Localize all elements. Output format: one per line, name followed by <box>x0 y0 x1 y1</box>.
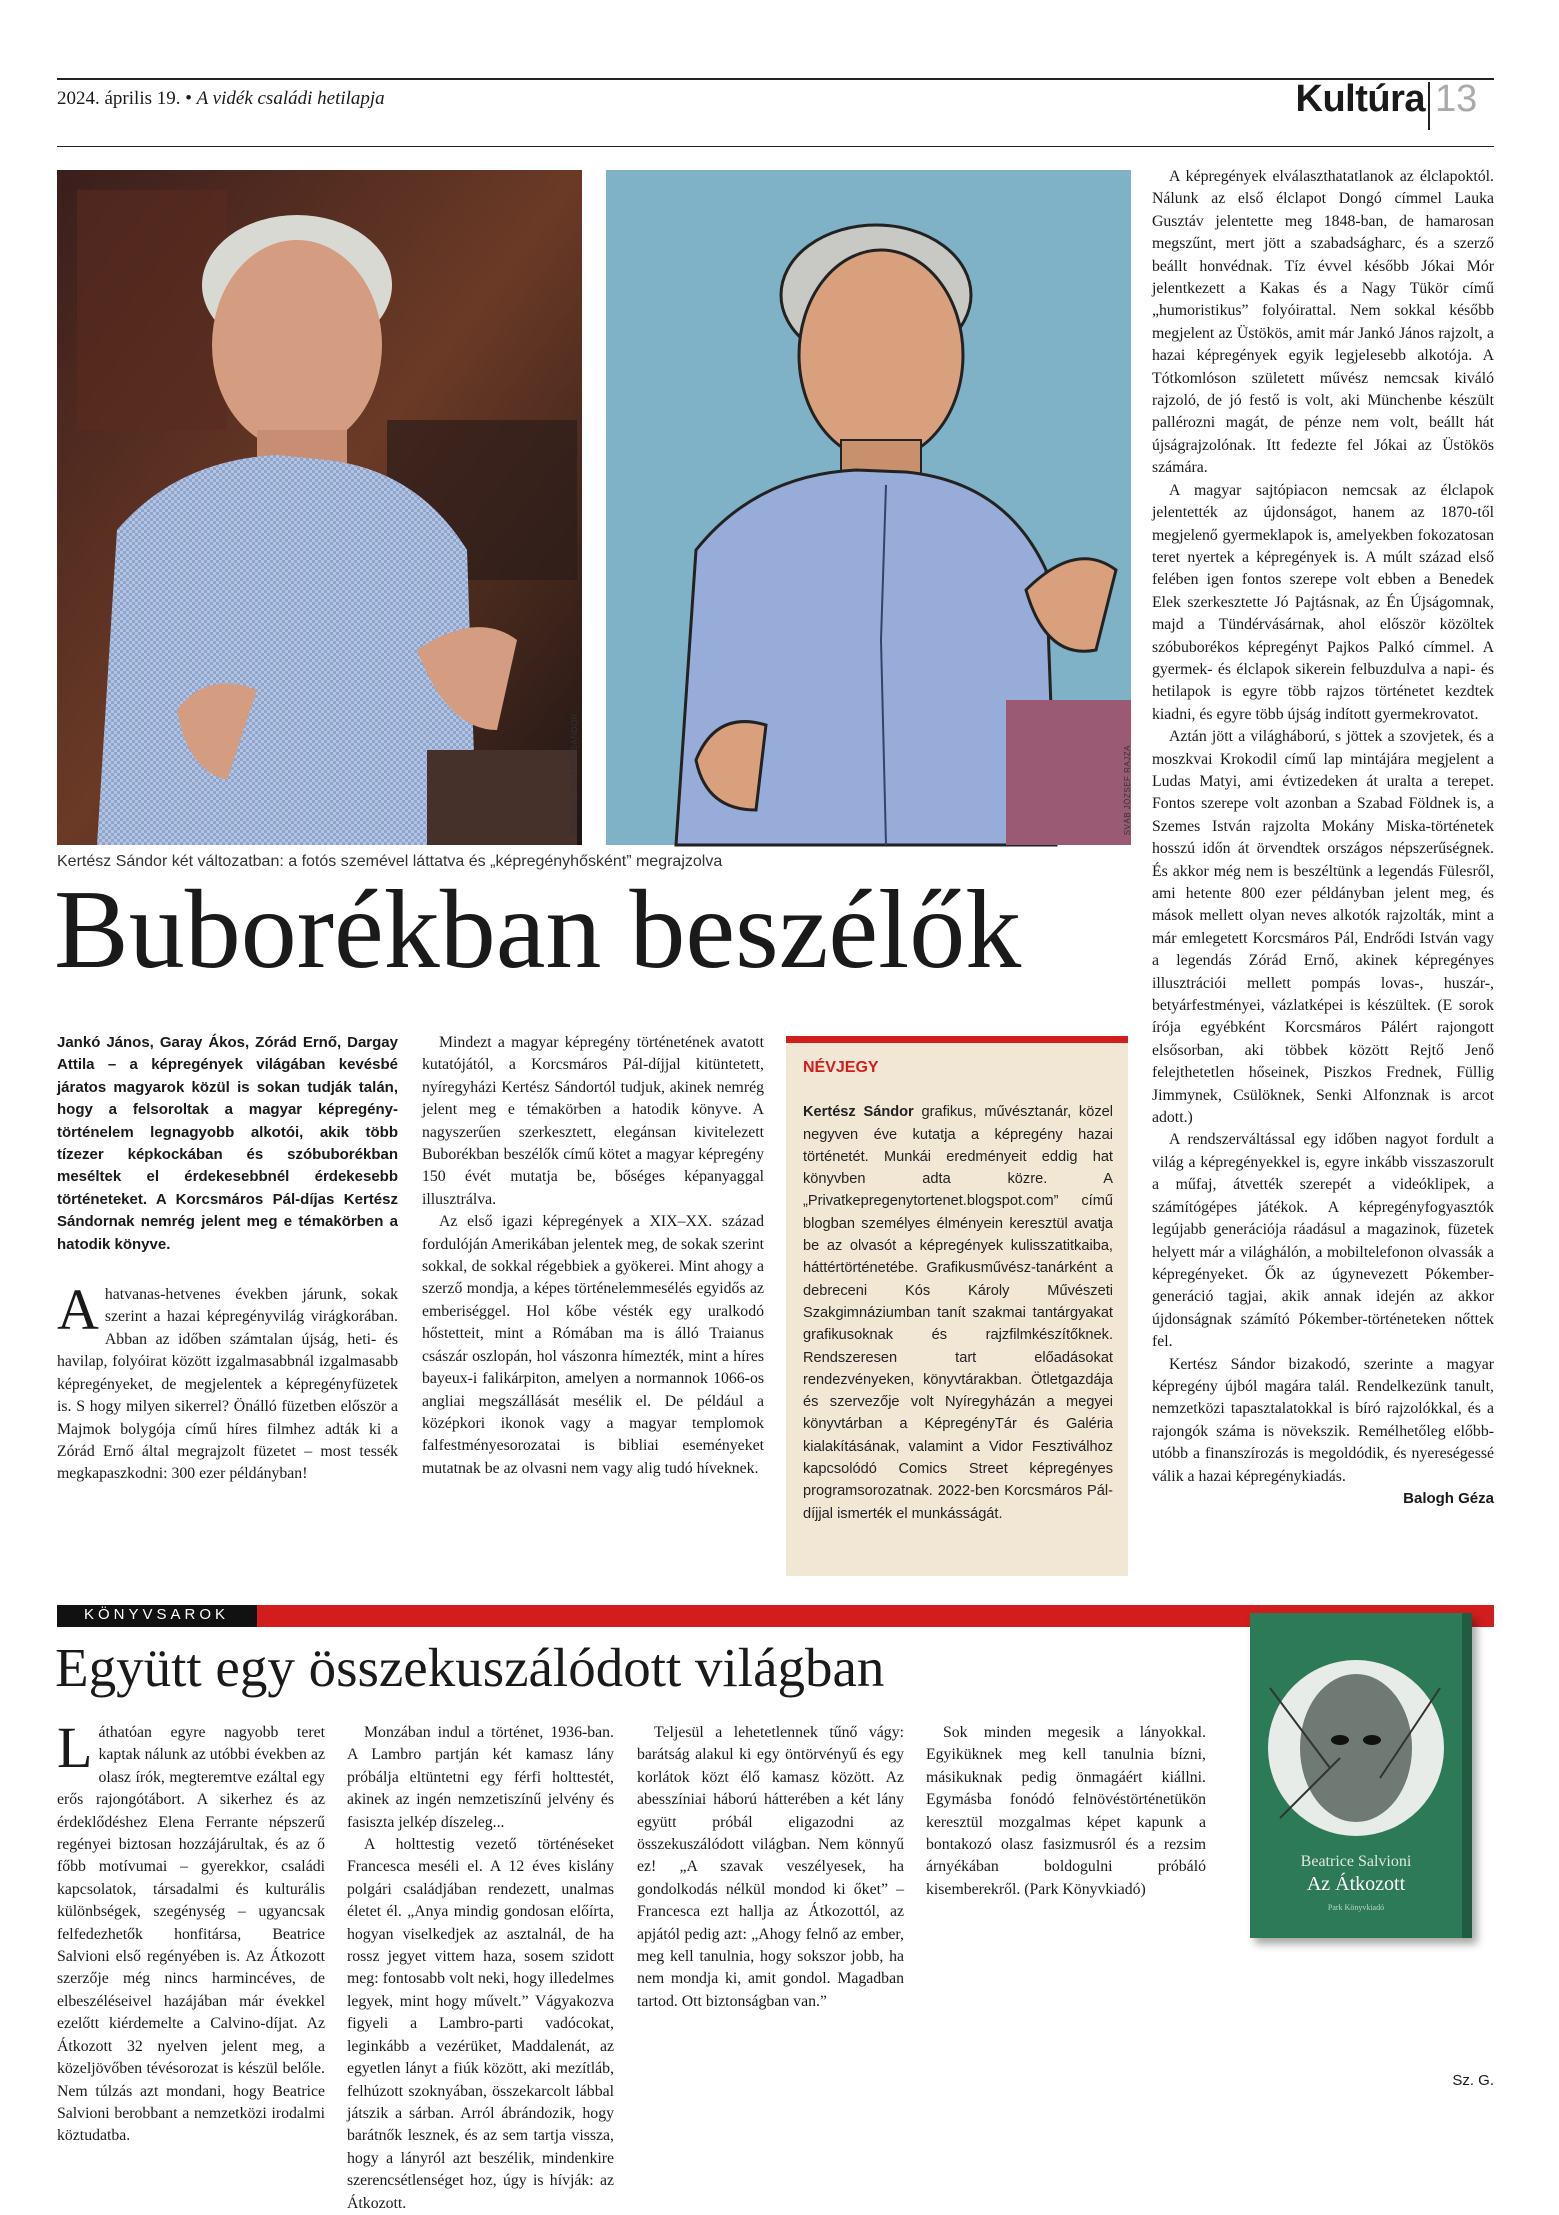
article-author: Balogh Géza <box>1403 1489 1494 1507</box>
drawing-credit: SVÁB JÓZSEF RAJZA <box>1123 744 1132 835</box>
book-cover-art <box>1250 1648 1462 1848</box>
book-paragraph-2: Monzában indul a történet, 1936-ban. A Lambro partján két kamasz lány próbálja eltüntetni egy férfi holttestét, akinek az ingén nemzetiszínű jelvény és fasiszta jelkép díszeleg... <box>347 1724 614 1831</box>
book-paragraph-1-text: áthatóan egyre nagyobb teret kaptak nálunk az utóbbi években az olasz írók, megteremtve ezáltal egy erős rajongótábort. A sikerhez és az érdeklődéshez Elena Ferrante népszerű regényei biztosan hozzájárultak, és az ő főbb motívumai – gyerekkor, családi kapcsolatok, társadalmi és kulturális különbségek, szegénység – ugyancsak felfedezhetők honfitársa, Beatrice Salvioni első regényében is. Az Átkozott szerzője még nincs harmincéves, de elbeszéléseivel hazájában már évekkel ezelőtt kiérdemelte a Calvino-díjat. Az Átkozott 32 nyelven jelent meg, a közeljövőben tévésorozat is készül belőle. Nem túlzás azt mondani, hogy Beatrice Salvioni berobbant a nemzetközi irodalmi köztudatba. <box>57 1724 325 2145</box>
bio-title: NÉVJEGY <box>803 1059 879 1076</box>
article-paragraph-8: Kertész Sándor bizakodó, szerinte a magyar képregény újból magára talál. Rendelkezünk tanult, nemzetközi tapasztalatokkal is bíró rajzolókkal, és a rajongók száma is növekszik. Remélhetőleg előbb-utóbb a finanszírozás is megoldódik, és nyereségessé válik a hazai képregénykiadás. <box>1152 1355 1494 1485</box>
book-corner-label: KÖNYVSAROK <box>84 1606 230 1623</box>
comic-illustration <box>606 170 1131 845</box>
book-paragraph-4: Teljesül a lehetetlennek tűnő vágy: barátság alakul ki egy öntörvényű és egy korlátok közt élő kamasz között. Az abesszíniai háború hátterében a két lány együtt próbál eligazodni az összekuszálódott világban. Nem könnyű ez! „A szavak veszélyesek, ha gondolkodás nélkül mondod ki őket” – Francesca ezt hallja az Átkozottól, az apjától pedig azt: „Ahogy felnő az ember, meg kell tanulnia, hogy sokszor jobb, ha nem mondja ki, amit gondol. Magadban tartod. Ott biztonságban van.” <box>637 1724 904 2010</box>
comic-illustration-image <box>606 170 1131 845</box>
article-column-4 <box>1152 166 1494 1591</box>
header-top-rule <box>57 78 1494 80</box>
book-column-2 <box>347 1722 614 2212</box>
book-dropcap: L <box>57 1715 93 1780</box>
header-date-tagline <box>57 88 385 110</box>
book-author: Sz. G. <box>1452 2072 1494 2089</box>
book-cover-publisher: Park Könyvkiadó <box>1327 1903 1385 1912</box>
article-lead: Jankó János, Garay Ákos, Zórád Ernő, Dargay Attila – a képregények világában kevésbé járatos magyarok közül is sokan tudják talán, hogy a felsoroltak a magyar képregény-történelem legnagyobb alkotói, akik több tízezer képkockában és szóbuborékban meséltek el érdekesebbnél érdekesebb történeteket. A Korcsmáros Pál-díjas Kertész Sándornak nemrég jelent meg e témakörben a hatodik könyve. <box>57 1034 398 1253</box>
article-column-1 <box>57 1032 398 1486</box>
book-cover-title: Az Átkozott <box>1306 1873 1406 1895</box>
photo-credit: FORRÁS: KERTÉSZ SÁNDOR <box>570 713 579 835</box>
article-paragraph-3: Az első igazi képregények a XIX–XX. század fordulóján Amerikában jelentek meg, de sokak szerint sokkal, de sokkal régebbiek a gyökerei. Mint ahogy a szerző mondja, a képes történelemmesélés egyidős az emberiséggel. Hol kőbe vésték egy uralkodó hőstetteit, mint a Rómában ma is álló Traianus császár oszlopán, hol vászonra hímezték, mint a híres bayeux-i falikárpiton, amelyen a normannok 1066-os angliai megszállását mesélik el. De például a középkori ikonok vagy a magyar templomok falfestményesorozatai is bibliai eseményeket mutatnak be az olvasni nem vagy alig tudó híveknek. <box>422 1213 764 1477</box>
book-headline: Együtt egy összekuszálódott világban <box>55 1637 885 1698</box>
book-column-3 <box>637 1722 904 2122</box>
book-column-4 <box>926 1722 1206 2122</box>
bio-text: grafikus, művésztanár, közel negyven éve kutatja a képregény hazai történetét. Munkái eredményeit eddig hat könyvben adta közre. A „Privatkepregenytortenet.blogspot.com” című blogban személyes élményein keresztül avatja be az olvasót a képregények kulisszatitkaiba, háttértörténetébe. Grafikusművész-tanárként a debreceni Kós Károly Művészeti Szakgimnáziumban tanít szakmai tantárgyakat grafikusoknak és rajzfilmkészítőknek. Rendszeresen tart előadásokat rendezvényeken, könyvtárakban. Ötletgazdája és szervezője volt Nyíregyházán a megyei könyvtárban a KépregényTár és Galéria kialakításának, valamint a Vidor Fesztiválhoz kapcsolódó Comics Street képregényes programsorozatnak. 2022-ben Korcsmáros Pál-díjjal ismerték el munkásságát. <box>803 1104 1113 1522</box>
header-divider <box>1428 82 1430 130</box>
portrait-photo-image <box>57 170 582 845</box>
article-headline: Buborékban beszélők <box>54 868 1022 992</box>
bio-box <box>786 1036 1128 1576</box>
article-column-2 <box>422 1032 764 1480</box>
section-title: Kultúra <box>1295 78 1425 120</box>
bio-name: Kertész Sándor <box>803 1104 914 1121</box>
header-date: 2024. április 19. • <box>57 88 192 109</box>
book-column-1 <box>57 1715 325 2148</box>
article-paragraph-2: Mindezt a magyar képregény történetének avatott kutatójától, a Korcsmáros Pál-díjjal kitüntetett, nyíregyházi Kertész Sándortól tudjuk, akinek nemrég jelent meg e témakörben a hatodik könyve. A nagyszerűen szerkesztett, elegánsan kivitelezett Buborékban beszélők című kötet a magyar képregény 150 évét mutatja be, bőséges képanyaggal illusztrálva. <box>422 1034 764 1208</box>
article-paragraph-4: A képregények elválaszthatatlanok az élclapoktól. Nálunk az első élclapot Dongó címmel Lauka Gusztáv jelentette meg 1848-ban, de hamarosan megszűnt, mert jött a szabadságharc, és a szerző beállt honvédnak. Tíz évvel később Jókai Mór jelentkezett a Kakas és a Nagy Tükör című „humoristikus” folyóirattal. Nem sokkal később megjelent az Üstökös, amit már Jankó János rajzolt, a hazai képregények egyik legjelesebb alkotója. A Tótkomlóson született művész nemcsak kiváló rajzoló, de jó festő is volt, aki Münchenbe készült pallérozni magát, de pénze nem volt, beállt hát újságrajzolónak. Itt fedezte fel Jókai az Üstökös számára. <box>1152 168 1494 477</box>
book-cover-author: Beatrice Salvioni <box>1300 1853 1412 1870</box>
portrait-photo <box>57 170 582 845</box>
paragraph-1-text: hatvanas-hetvenes években járunk, sokak szerint a hazai képregényvilág virágkorában. Abban az időben számtalan újság, heti- és havilap, folyóirat között izgalmasabbnál izgalmasabb képregényeket, de megjelentek a képregényfüzetek is. S hogy milyen sikerrel? Önálló füzetben először a Majmok bolygója című híres filmhez adták ki a Zórád Ernő által megrajzolt füzetet – most tessék megkapaszkodni: 300 ezer példányban! <box>57 1286 398 1483</box>
header-tagline: A vidék családi hetilapja <box>196 88 385 109</box>
article-paragraph-1 <box>57 1277 398 1486</box>
book-paragraph-1 <box>57 1715 325 2148</box>
article-paragraph-6: Aztán jött a világháború, s jöttek a szovjetek, és a moszkvai Krokodil című lap mintájára megjelent a Ludas Matyi, ami évtizedeken át uralta a terepet. Fontos szerepe volt azonban a Szabad Földnek is, a Szemes István rajzolta Mokány Miska-történetek hosszú időn át örvendtek országos népszerűségnek. És akkor még nem is beszéltünk a legendás Fülesről, ami hetente 800 ezer példányban jelent meg, és mások mellett olyan neves alkotók rajzolták, mint a már emlegetett Korcsmáros Pál, Endrődi István vagy a legendás Zórád Ernő, akinek képregényes illusztrációi mellett pompás lovas-, huszár-, betyárfestményei, vázlatképei is készültek. (E sorok írója egyébként Korcsmáros Pálért rajongott elsősorban, aki többek között Rejtő Jenő felejthetetlen hőseinek, Piszkos Frednek, Füllig Jimmynek, Csülöknek, Senki Alfonznak is arcot adott.) <box>1152 728 1494 1127</box>
photo-caption: Kertész Sándor két változatban: a fotós szemével láttatva és „képregényhősként” megrajzolva <box>57 853 723 870</box>
article-paragraph-5: A magyar sajtópiacon nemcsak az élclapok jelentették az újdonságot, hanem az 1870-től megjelenő gyermeklapok is, amelyekben fokozatosan teret nyertek a képregények is. A múlt század első felében igen fontos szerepe volt ebben a Benedek Elek szerkesztette Jó Pajtásnak, az Én Újságomnak, majd a Tündérvásárnak, ahol először közöltek szóbuborékos képregényt Pajkos Palkó címmel. A gyermek- és élclapok sikerein felbuzdulva a napi- és hetilapok is egyre több rajzos történetet kezdtek kiadni, és egyre több újság indított gyermekrovatot. <box>1152 481 1494 723</box>
dropcap: A <box>57 1277 99 1343</box>
article-paragraph-7: A rendszerváltással egy időben nagyot fordult a világ a képregényekkel is, egyre inkább visszaszorult a műfaj, átvették szerepét a videóklipek, a számítógépes játékok. A képregényfogyasztók legújabb generációja ráadásul a magazinok, füzetek helyett már a világhálón, a mobiltelefonon olvassák a képregényeket. Ők az úgynevezett Pókember-generáció tagjai, akik annak idején az akkor újdonságnak számító Pókember-történeteken nőttek fel. <box>1152 1131 1494 1351</box>
bio-body <box>803 1101 1113 1525</box>
book-paragraph-5: Sok minden megesik a lányokkal. Egyiküknek meg kell tanulnia bízni, másikuknak pedig önmagáért kiállni. Egymásba fonódó felnövéstörténetükön keresztül mozgalmas képet kapunk a bontakozó olasz fasizmusról és a rezsim árnyékában boldogulni próbáló kisemberekről. (Park Könyvkiadó) <box>926 1724 1206 1898</box>
book-paragraph-3: A holttestig vezető történéseket Francesca meséli el. A 12 éves kislány polgári családjában rendezett, unalmas életet él. „Anya mindig gondosan előírta, hogyan viselkedjek az asztalnál, de ha rossz jegyet vittem haza, sosem szidott meg: fontosabb volt neki, hogy illedelmes legyek, mint hogy művelt.” Vágyakozva figyeli a Lambro-parti vadócokat, leginkább a vezérüket, Maddalenát, az egyetlen lányt a fiúk között, aki mezítláb, felhúzott szoknyában, összekarcolt lábbal játszik a sárban. Arról ábrándozik, hogy barátnők lesznek, és az sem tartja vissza, hogy a lányról azt beszélik, mindenkire szerencsétlenséget hoz, úgy is hívják: az Átkozott. <box>347 1836 614 2212</box>
book-cover <box>1250 1613 1472 1938</box>
page-number: 13 <box>1435 78 1478 120</box>
header-bottom-rule <box>57 146 1494 147</box>
